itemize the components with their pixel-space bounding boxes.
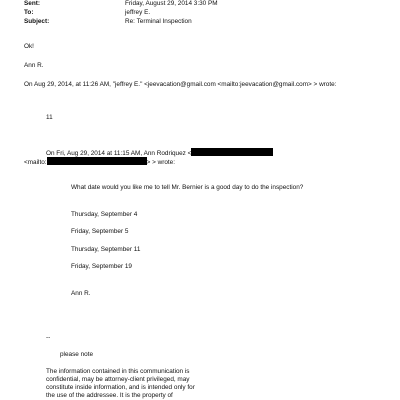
quote1-text: 11	[46, 114, 53, 121]
header-subject-row	[24, 18, 192, 26]
redaction-bar	[191, 148, 273, 156]
subject-label: Subject:	[24, 18, 50, 25]
quote2-mailto	[24, 157, 175, 167]
footer-line: The information contained in this communication is	[46, 368, 190, 375]
to-value: jeffrey E.	[125, 9, 151, 16]
date-item: Thursday, September 11	[71, 246, 141, 253]
redaction-bar	[47, 157, 147, 165]
to-label: To:	[24, 9, 34, 16]
subject-value: Re: Terminal Inspection	[125, 18, 192, 25]
quote2-mailto-end: > > wrote:	[146, 159, 175, 166]
sent-label: Sent:	[24, 0, 40, 7]
footer-line: confidential, may be attorney-client privileged, may	[46, 376, 190, 383]
footer-line: the use of the addressee. It is the property of	[46, 392, 173, 399]
separator: --	[46, 334, 51, 341]
please-note: please note	[60, 351, 94, 358]
date-item: Friday, September 19	[71, 263, 132, 270]
date-item: Friday, September 5	[71, 228, 129, 235]
quote2-header-text: On Fri, Aug 29, 2014 at 11:15 AM, Ann Rodriquez <	[46, 150, 192, 157]
signature: Ann R.	[24, 62, 44, 69]
footer-line: constitute inside information, and is intended only for	[46, 384, 195, 391]
header-to-row	[24, 9, 150, 17]
question: What date would you like me to tell Mr. Bernier is a good day to do the inspection?	[71, 184, 304, 191]
date-item: Thursday, September 4	[71, 211, 138, 218]
greeting: Ok!	[24, 43, 34, 50]
sent-value: Friday, August 29, 2014 3:30 PM	[125, 0, 218, 7]
quote1-header: On Aug 29, 2014, at 11:26 AM, "jeffrey E." <jeevacation@gmail.com <mailto:jeevacation@gmail.com> > wrote:	[24, 81, 337, 88]
quote2-mailto-start: <mailto:	[24, 159, 47, 166]
inner-signature: Ann R.	[71, 290, 91, 297]
header-sent-row	[24, 0, 218, 8]
confidentiality-notice	[46, 368, 246, 400]
